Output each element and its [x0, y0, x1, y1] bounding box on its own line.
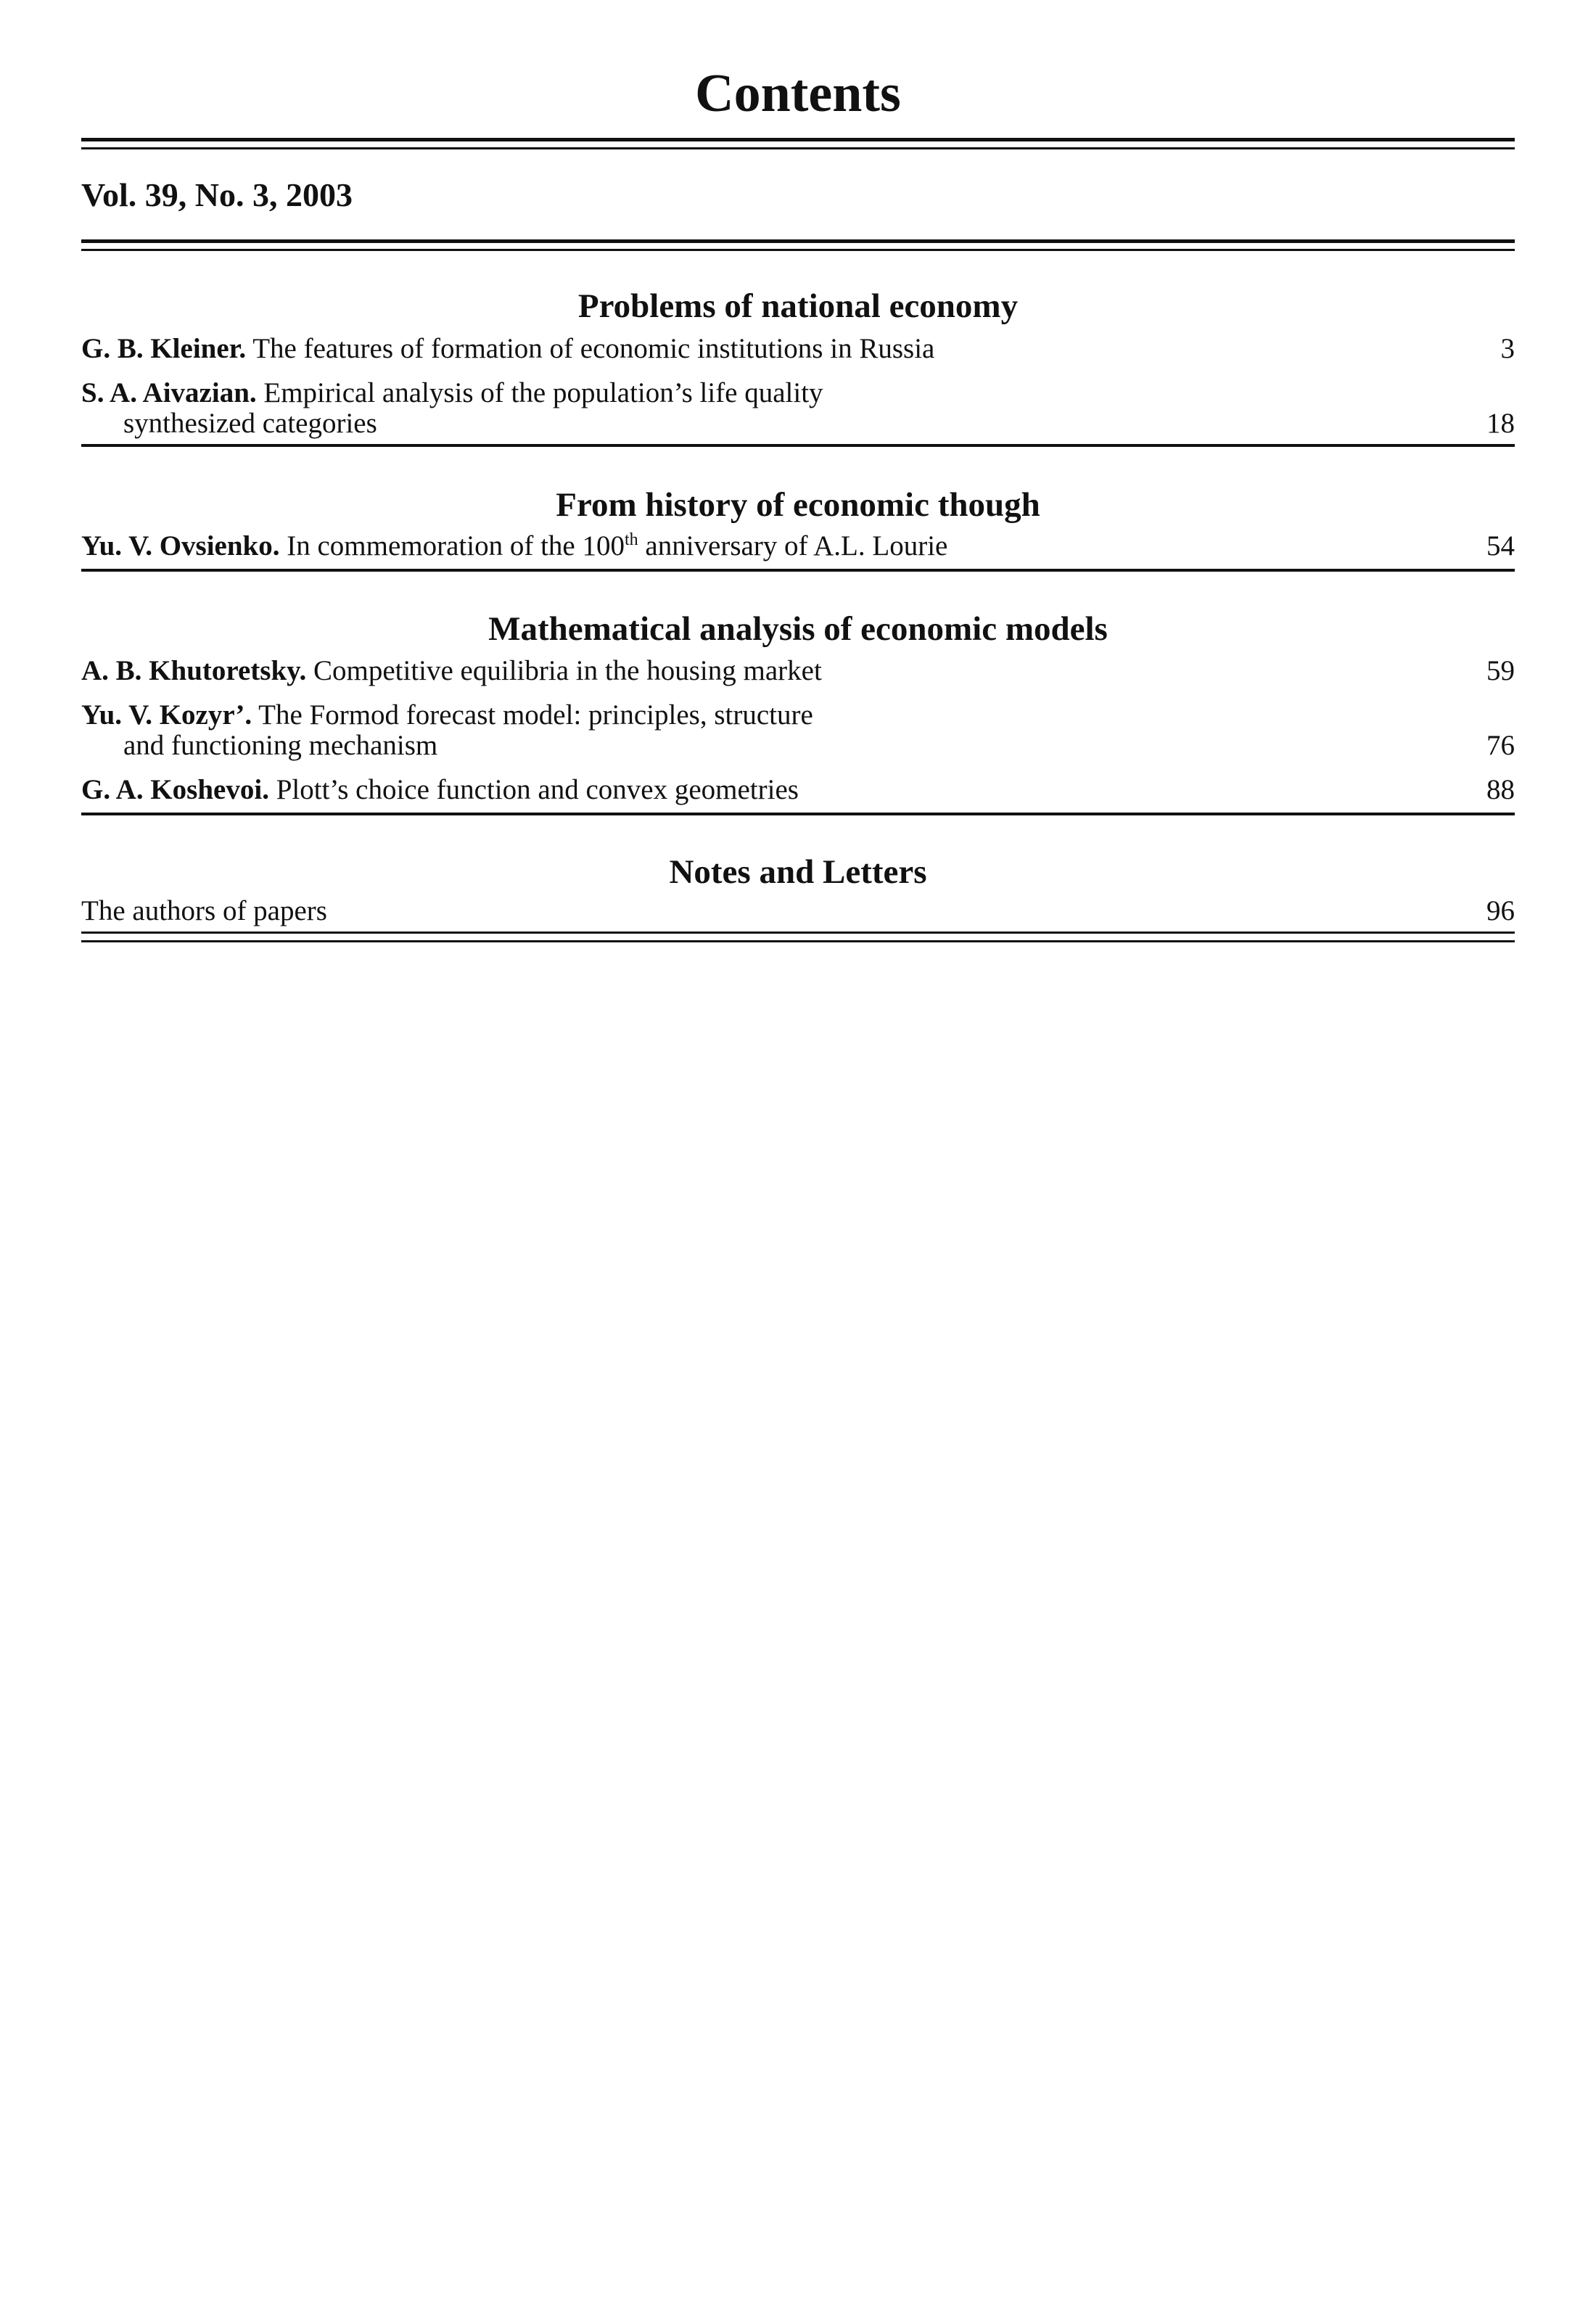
toc-entry-aivazian[interactable] [81, 378, 1515, 439]
volume-label: Vol. 39, No. 3, 2003 [81, 176, 353, 213]
section-title-mathematical-analysis: Mathematical analysis of economic models [488, 610, 1108, 648]
entry-line [81, 378, 1515, 408]
section-divider [81, 569, 1515, 572]
toc-entry-ovsienko[interactable] [81, 531, 1515, 562]
entry-page-number: 96 [1486, 895, 1515, 926]
entry-title [287, 530, 947, 562]
entry-title-continuation: and functioning mechanism [123, 730, 438, 761]
section-divider [81, 813, 1515, 815]
entry-title-superscript: th [624, 530, 638, 549]
bottom-double-rule [81, 932, 1515, 942]
entry-title-prefix: In commemoration of the 100 [287, 530, 625, 562]
entry-author: G. B. Kleiner. [81, 333, 247, 364]
entry-line [81, 531, 1515, 562]
toc-entry-kozyr[interactable] [81, 700, 1515, 761]
entry-page-number: 18 [1486, 408, 1515, 439]
section-title-notes-and-letters: Notes and Letters [669, 853, 927, 891]
entry-author: S. A. Aivazian. [81, 377, 257, 408]
title-double-rule [81, 138, 1515, 149]
section-divider [81, 444, 1515, 447]
entry-title: The authors of papers [81, 895, 327, 926]
toc-entry-koshevoi[interactable] [81, 775, 1515, 805]
entry-author: G. A. Koshevoi. [81, 774, 269, 805]
entry-line [81, 775, 1515, 805]
entry-title-continuation: synthesized categories [123, 408, 377, 439]
entry-line [81, 700, 1515, 731]
entry-page-number: 59 [1486, 655, 1515, 686]
section-title-problems-of-national-economy: Problems of national economy [577, 287, 1019, 325]
toc-entry-authors-of-papers[interactable] [81, 896, 1515, 926]
section-title-from-history-of-economic-though: From history of economic though [556, 486, 1040, 524]
entry-line [81, 896, 1515, 926]
entry-page-number: 54 [1486, 530, 1515, 562]
entry-author: Yu. V. Kozyr’. [81, 699, 252, 731]
toc-entry-kleiner[interactable] [81, 334, 1515, 364]
entry-page-number: 76 [1486, 730, 1515, 761]
entry-page-number: 88 [1486, 774, 1515, 805]
entry-author: Yu. V. Ovsienko. [81, 530, 280, 562]
entry-title: Competitive equilibria in the housing market [313, 655, 822, 686]
entry-line [81, 334, 1515, 364]
toc-entry-khutoretsky[interactable] [81, 656, 1515, 686]
entry-page-number: 3 [1500, 333, 1515, 364]
page-title: Contents [695, 64, 901, 123]
volume-double-rule [81, 239, 1515, 251]
entry-author: A. B. Khutoretsky. [81, 655, 307, 686]
entry-title: The features of formation of economic institutions in Russia [252, 333, 935, 364]
entry-title: The Formod forecast model: principles, structure [258, 699, 813, 731]
entry-title: Empirical analysis of the population’s life quality [263, 377, 823, 408]
entry-title-suffix: anniversary of A.L. Lourie [638, 530, 948, 562]
entry-line [81, 656, 1515, 686]
entry-title: Plott’s choice function and convex geometries [276, 774, 799, 805]
